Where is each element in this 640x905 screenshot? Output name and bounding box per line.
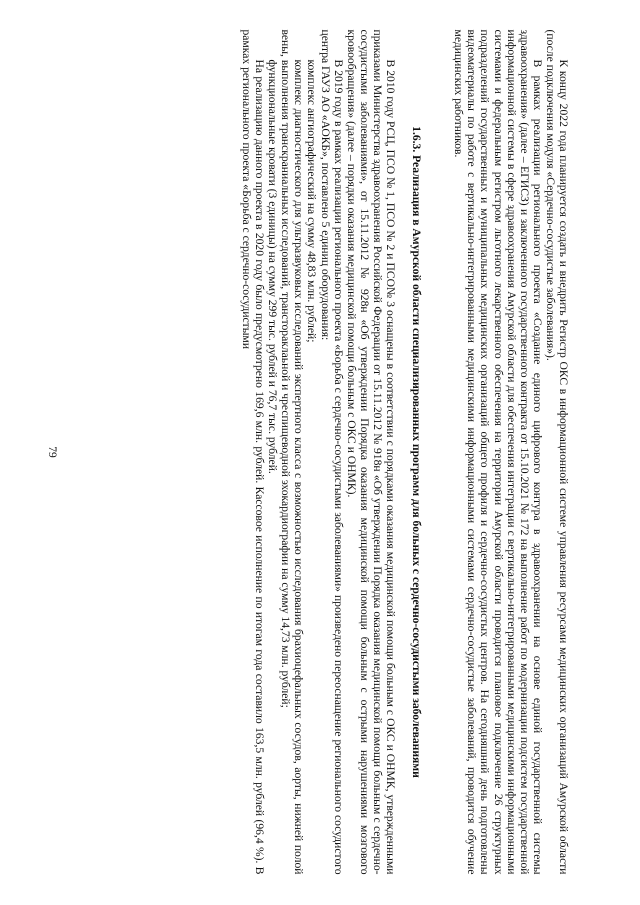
page-number: 79 xyxy=(46,446,58,458)
page-content xyxy=(70,30,570,875)
section-heading: 1.6.3. Реализация в Амурской области специализированных программ для больных с сердечно-сосудистыми заболеваниями xyxy=(410,126,424,778)
paragraph: В рамках реализации регионального проекта «Создание единого цифрового контура в здравоохранении на основе единой государственной системы здравоохранения» (далее – ЕГИСЗ) и заключенного государственного контракта от 15.10.2021 № 172 на выполнение работ по модернизации подсистем государственной информационной системы в сфере здравоохранения Амурской области для обеспечения интеграции с вертикально-интегрированными медицинскими информационными системами и федеральным регистром льготного лекарственного обеспечения на территории Амурской области проводится плановое подключение 26 структурных подразделений государственных и муниципальных медицинских организаций общего профиля и сердечно-сосудистых центров. На сегодняшний день подготовлены видеоматериалы по работе с вертикально-интегрированными медицинскими информационными системами сердечно-сосудистые заболеваний, проводится обучение медицинских работников. xyxy=(452,29,544,875)
paragraph: В 2019 году в рамках реализации регионального проекта «Борьба с сердечно-сосудистыми заболеваниями» произведено переоснащение регионального сосудистого центра ГАУЗ АО «АОКБ», поставлено 5 единиц оборудования: xyxy=(318,29,345,875)
paragraph: К концу 2022 года планируется создать и внедрить Регистр ОКС в информационной системе управления ресурсами медицинских организаций Амурской области (после подключения модуля «Сердечно-сосудистые заболевания»). xyxy=(543,29,570,875)
paragraph: В 2010 году РСЦ, ПСО № 1, ПСО № 2 и ПСО№ 3 оснащены в соответствии с порядками оказания медицинской помощи больным с ОКС и ОНМК, утвержденными приказами Министерства здравоохранения Российской Федерации от 15.11.2012 № 918н «Об утверждении Порядка оказания медицинской помощи больным с сердечно-сосудистыми заболеваниями», от 15.11.2012 № 928н «Об утверждении Порядка оказания медицинской помощи больным с острыми нарушениями мозгового кровообращения» (далее – порядки оказания медицинской помощи больным с ОКС и ОНМК). xyxy=(344,29,398,875)
spacer xyxy=(436,30,452,875)
list-item: функциональные кровати (3 единицы) на сумму 299 тыс. рублей и 76,7 тыс. рублей. xyxy=(266,59,280,474)
list-item: комплекс ангиографический на сумму 48,83 млн. рублей; xyxy=(305,59,319,343)
paragraph: На реализацию данного проекта в 2020 году было предусмотрено 169,6 млн. рублей. Кассовое исполнение по итогам года составило 163,5 млн. рублей (96,4 %). В рамках регионального проекта «Борьба с сердечно-сосудистыми xyxy=(240,29,267,875)
list-item: комплекс диагностического для ультразвуковых исследований экспертного класса с возможностью исследования брахиоцефальных сосудов, аорты, нижней полой вены, выполнения транскраниальных исследований, транстораклаьной и чреспищеводной эхокардиографии на сумму 14,73 млн. рублей; xyxy=(279,29,306,875)
